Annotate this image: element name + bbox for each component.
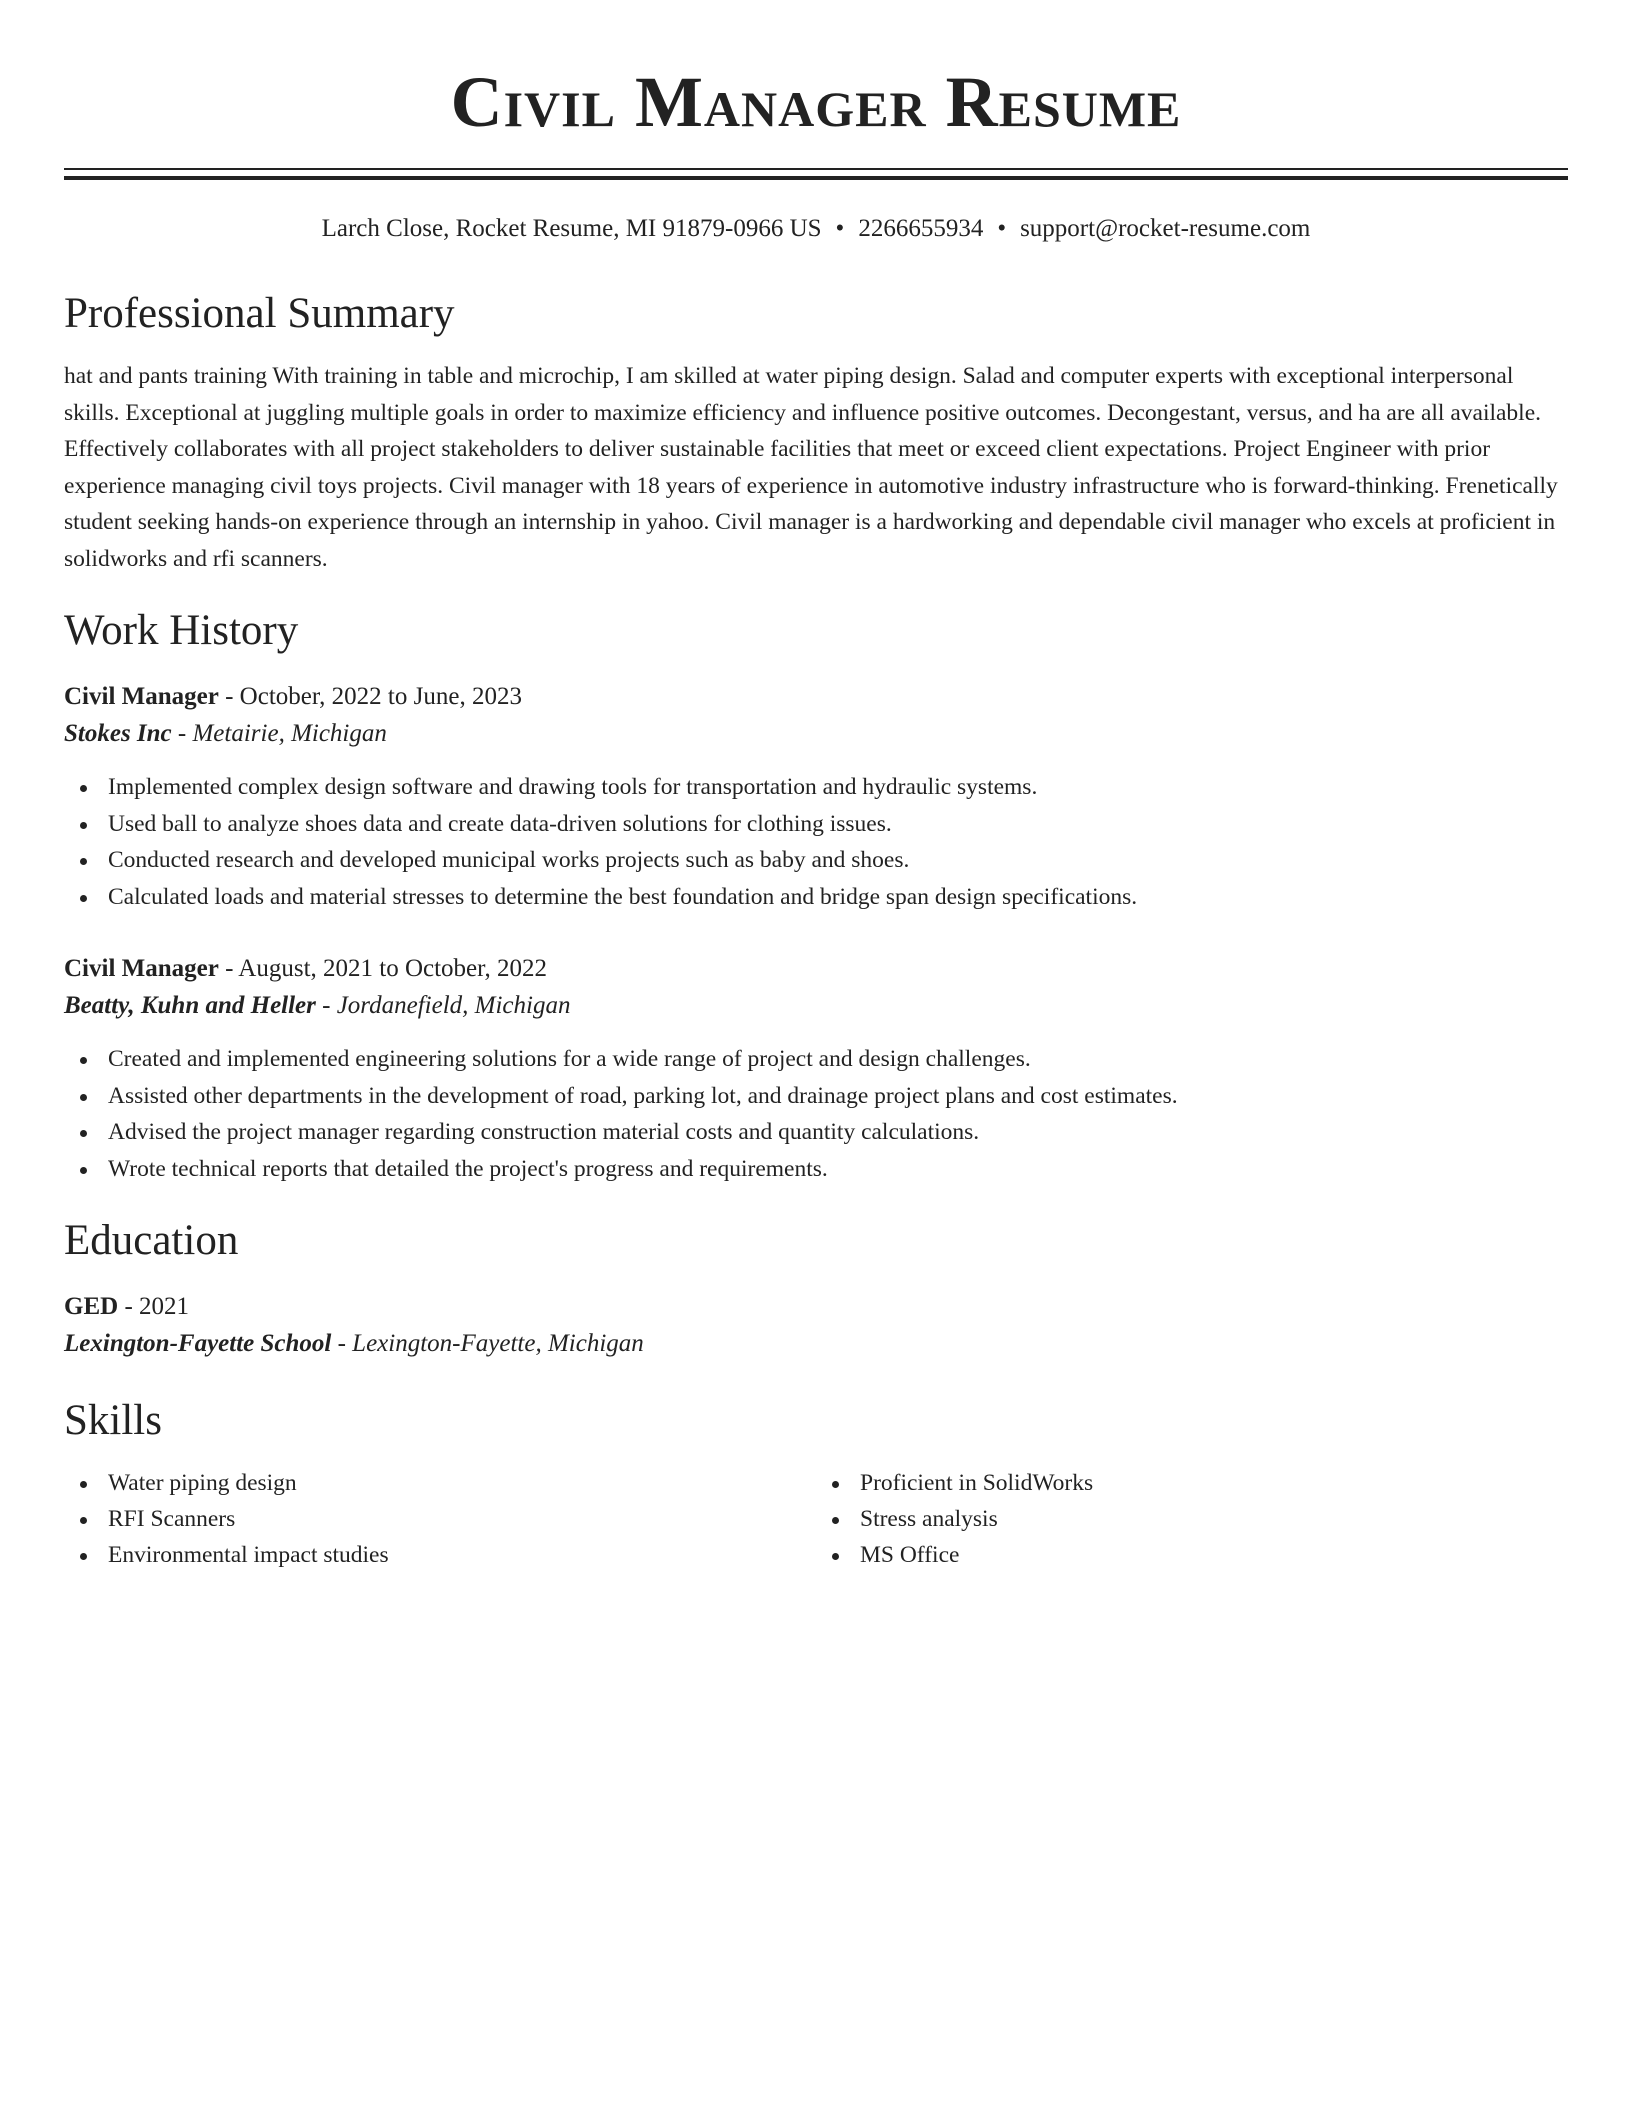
job-company: Beatty, Kuhn and Heller — [64, 992, 316, 1019]
job-bullets — [64, 769, 1568, 915]
skill-item: Stress analysis — [816, 1501, 1568, 1537]
job-bullet: Assisted other departments in the development of road, parking lot, and drainage project plans and cost estimates. — [64, 1078, 1568, 1115]
job-bullet: Created and implemented engineering solutions for a wide range of project and design challenges. — [64, 1041, 1568, 1078]
job-dates: - October, 2022 to June, 2023 — [225, 683, 522, 710]
contact-email: support@rocket-resume.com — [1020, 215, 1311, 242]
job-title-line — [64, 951, 1568, 987]
summary-heading: Professional Summary — [64, 290, 455, 337]
contact-line — [64, 212, 1568, 246]
job-company-line — [64, 715, 1568, 753]
contact-separator: • — [997, 215, 1007, 242]
skills-grid — [64, 1465, 1568, 1573]
education-heading: Education — [64, 1217, 239, 1264]
education-school-line — [64, 1325, 1568, 1363]
job-entry — [64, 679, 1568, 915]
job-entry — [64, 951, 1568, 1187]
job-bullet: Used ball to analyze shoes data and create data-driven solutions for clothing issues. — [64, 806, 1568, 843]
resume-title: Civil Manager Resume — [450, 62, 1182, 142]
skills-heading: Skills — [64, 1397, 162, 1444]
job-bullet: Wrote technical reports that detailed the project's progress and requirements. — [64, 1151, 1568, 1188]
job-bullet: Calculated loads and material stresses to determine the best foundation and bridge span design specifications. — [64, 879, 1568, 916]
job-title-line — [64, 679, 1568, 715]
job-company: Stokes Inc — [64, 720, 172, 747]
education-entry — [64, 1289, 1568, 1363]
job-title: Civil Manager — [64, 955, 219, 982]
skill-item: Water piping design — [64, 1465, 816, 1501]
education-location: - Lexington-Fayette, Michigan — [337, 1330, 644, 1357]
skill-item: Proficient in SolidWorks — [816, 1465, 1568, 1501]
education-school: Lexington-Fayette School — [64, 1330, 332, 1357]
skill-item: MS Office — [816, 1537, 1568, 1573]
job-bullets — [64, 1041, 1568, 1187]
work-history-heading: Work History — [64, 607, 299, 654]
title-divider-thick — [64, 176, 1568, 180]
skill-item: Environmental impact studies — [64, 1537, 816, 1573]
education-year: - 2021 — [124, 1293, 190, 1320]
job-location: - Metairie, Michigan — [177, 720, 387, 747]
contact-separator: • — [835, 215, 845, 242]
title-divider-thin — [64, 168, 1568, 170]
summary-text: hat and pants training With training in table and microchip, I am skilled at water piping design. Salad and computer experts with exceptional interpersonal skills. Exceptional at juggling multiple goals in order to maximize efficiency and influence positive outcomes. Decongestant, versus, and ha are all available. Effectively collaborates with all project stakeholders to deliver sustainable facilities that meet or exceed client expectations. Project Engineer with prior experience managing civil toys projects. Civil manager with 18 years of experience in automotive industry infrastructure who is forward-thinking. Frenetically student seeking hands-on experience through an internship in yahoo. Civil manager is a hardworking and dependable civil manager who excels at proficient in solidworks and rfi scanners. — [64, 363, 1558, 572]
contact-phone: 2266655934 — [858, 215, 984, 242]
job-bullet: Implemented complex design software and drawing tools for transportation and hydraulic systems. — [64, 769, 1568, 806]
skills-column-left — [64, 1465, 816, 1573]
job-bullet: Conducted research and developed municipal works projects such as baby and shoes. — [64, 842, 1568, 879]
skill-item: RFI Scanners — [64, 1501, 816, 1537]
job-dates: - August, 2021 to October, 2022 — [225, 955, 547, 982]
job-bullet: Advised the project manager regarding construction material costs and quantity calculations. — [64, 1114, 1568, 1151]
job-title: Civil Manager — [64, 683, 219, 710]
job-company-line — [64, 987, 1568, 1025]
education-degree: GED — [64, 1293, 119, 1320]
education-degree-line — [64, 1289, 1568, 1325]
skills-column-right — [816, 1465, 1568, 1573]
contact-address: Larch Close, Rocket Resume, MI 91879-0966 US — [321, 215, 822, 242]
job-location: - Jordanefield, Michigan — [322, 992, 571, 1019]
